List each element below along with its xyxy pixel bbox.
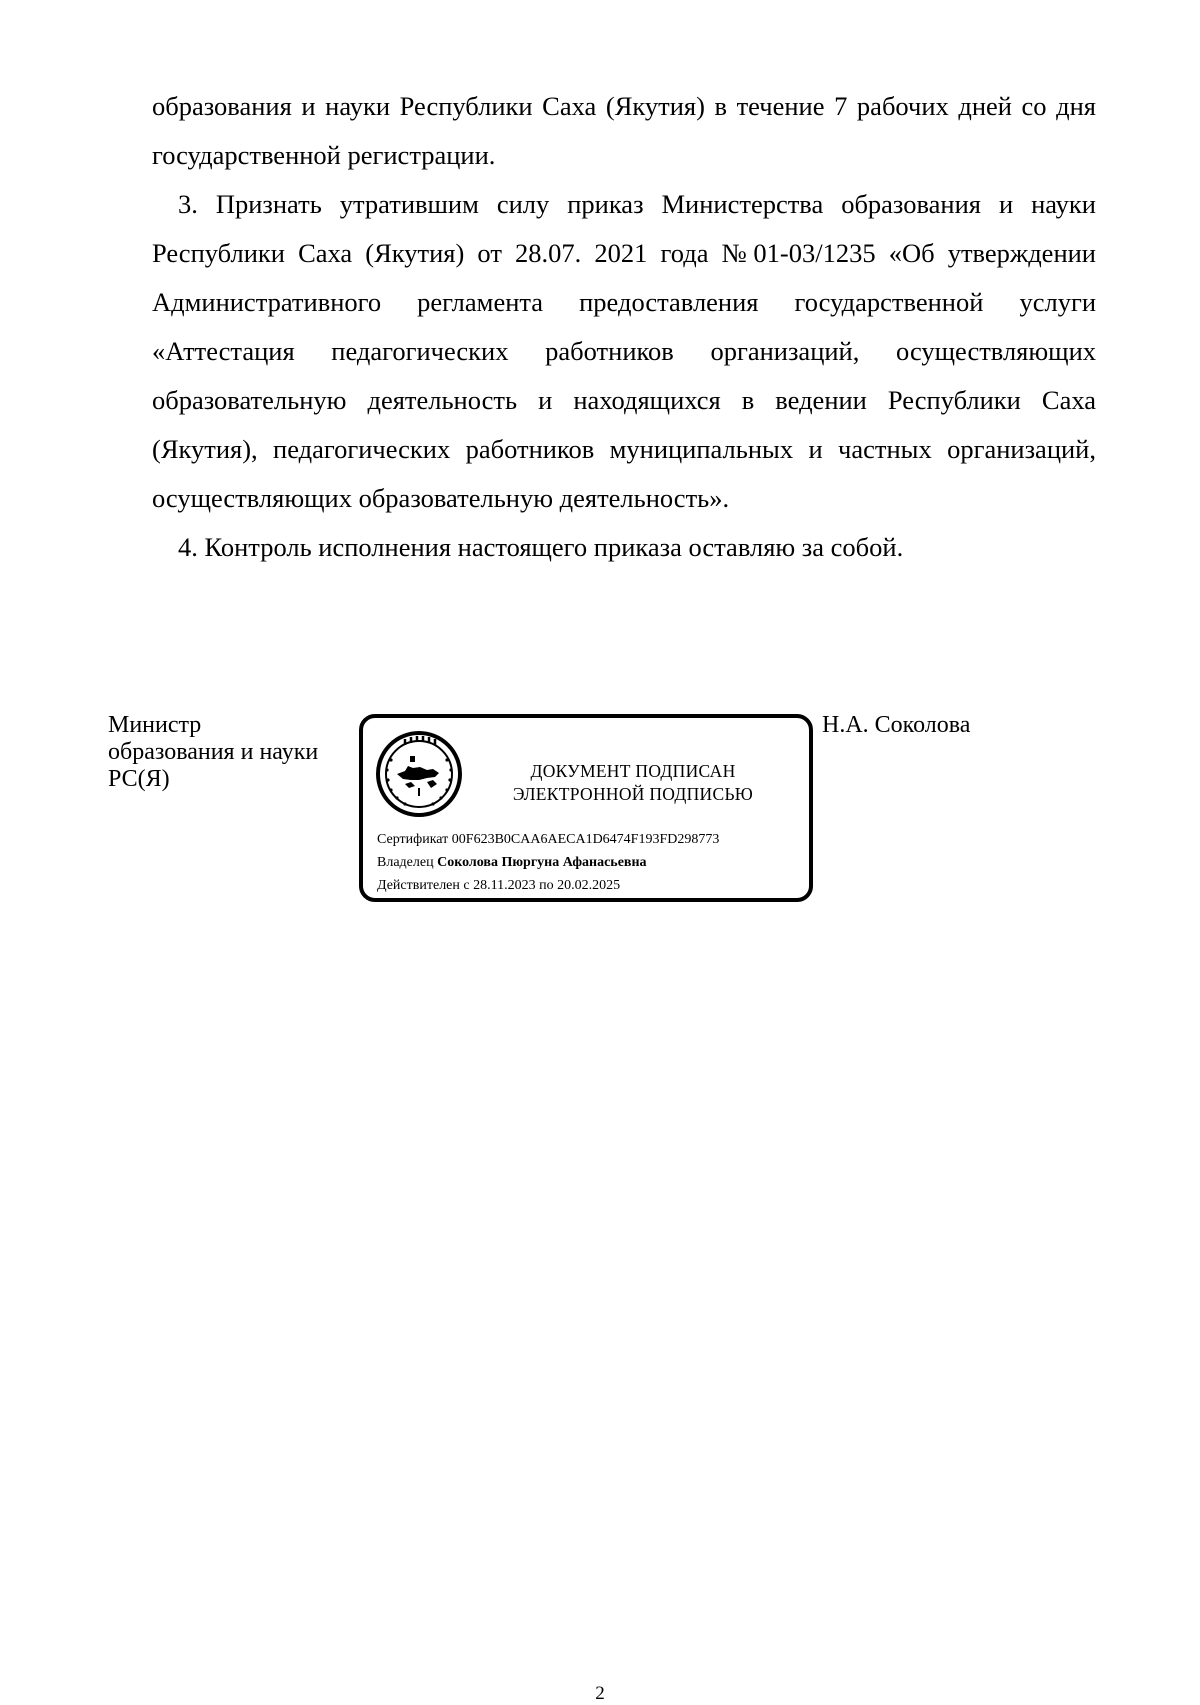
owner-row bbox=[377, 851, 719, 874]
valid-from-date: 28.11.2023 bbox=[473, 878, 536, 893]
signatory-title-line: образования и науки bbox=[108, 739, 319, 765]
stamp-heading bbox=[483, 760, 783, 806]
owner-label: Владелец bbox=[377, 855, 434, 870]
validity-row bbox=[377, 874, 719, 897]
owner-name: Соколова Пюргуна Афанасьевна bbox=[437, 855, 647, 870]
certificate-row bbox=[377, 828, 719, 851]
stamp-heading-line-2: ЭЛЕКТРОННОЙ ПОДПИСЬЮ bbox=[512, 784, 754, 804]
paragraph-3: 3. Признать утратившим силу приказ Министерства образования и науки Республики Саха (Якутия) от 28.07. 2021 года №01-03/1235 «Об утверждении Административного регламента предоставления государственной услуги «Аттестация педагогических работников организаций, осуществляющих образовательную деятельность и находящихся в ведении Республики Саха (Якутия), педагогических работников муниципальных и частных организаций, осуществляющих образовательную деятельность». bbox=[152, 189, 1096, 513]
sakha-republic-emblem-icon bbox=[375, 730, 463, 818]
signatory-title-line: Министр bbox=[108, 712, 202, 738]
stamp-details bbox=[377, 828, 719, 897]
certificate-label: Сертификат bbox=[377, 832, 449, 847]
valid-to-date: 20.02.2025 bbox=[557, 878, 621, 893]
valid-to-label: по bbox=[539, 878, 554, 893]
valid-from-label: Действителен с bbox=[377, 878, 470, 893]
signatory-title bbox=[108, 712, 338, 793]
signatory-title-line: РС(Я) bbox=[108, 766, 170, 792]
paragraph-4: 4. Контроль исполнения настоящего приказа оставляю за собой. bbox=[178, 532, 904, 562]
signatory-name: Н.А. Соколова bbox=[822, 712, 971, 738]
certificate-number: 00F623B0CAA6AECA1D6474F193FD298773 bbox=[451, 832, 720, 847]
stamp-heading-line-1: ДОКУМЕНТ ПОДПИСАН bbox=[530, 761, 736, 781]
electronic-signature-stamp bbox=[359, 714, 813, 902]
paragraph-2-tail: образования и науки Республики Саха (Якутия) в течение 7 рабочих дней со дня государственной регистрации. bbox=[152, 91, 1096, 170]
page-number: 2 bbox=[595, 1683, 605, 1704]
